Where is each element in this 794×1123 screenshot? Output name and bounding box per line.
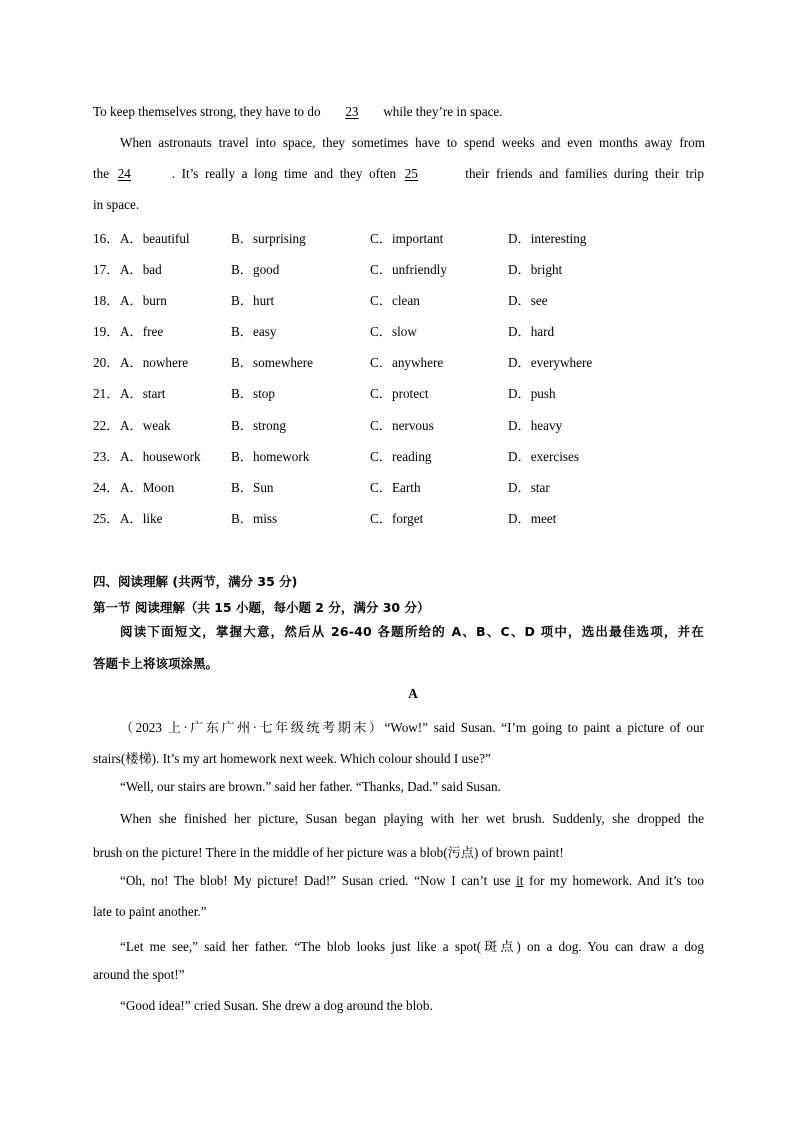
option-c: C．reading	[370, 449, 432, 464]
option-d: D．star	[508, 480, 550, 495]
option-c: C．clean	[370, 293, 420, 308]
blank-23: 23	[345, 104, 359, 119]
question-row	[93, 290, 713, 308]
passage-letter: A	[408, 686, 418, 701]
option-c: C．unfriendly	[370, 262, 447, 277]
option-c: C．nervous	[370, 418, 434, 433]
option-c: C．Earth	[370, 480, 421, 495]
option-b: B．strong	[231, 418, 286, 433]
question-number: 16．	[93, 231, 120, 246]
story-line: “Let me see,” said her father. “The blob looks just like a spot(斑点) on a dog. You can draw a dog	[120, 939, 704, 954]
question-number: 21．	[93, 386, 120, 401]
question-number: 19．	[93, 324, 120, 339]
question-row	[93, 228, 713, 246]
question-number: 24．	[93, 480, 120, 495]
story-line: around the spot!”	[93, 967, 185, 982]
option-d: D．exercises	[508, 449, 580, 464]
question-number: 25．	[93, 511, 120, 526]
option-a: A．housework	[120, 449, 201, 464]
question-number: 23．	[93, 449, 120, 464]
option-d: D．hard	[508, 324, 555, 339]
story-line: late to paint another.”	[93, 904, 207, 919]
option-c: C．slow	[370, 324, 417, 339]
option-a: A．start	[120, 386, 166, 401]
section-subheading: 第一节 阅读理解（共 15 小题，每小题 2 分，满分 30 分）	[93, 600, 430, 615]
option-b: B．miss	[231, 511, 278, 526]
question-row	[93, 259, 713, 277]
question-number: 18．	[93, 293, 120, 308]
option-a: A．bad	[120, 262, 162, 277]
text: To keep themselves strong, they have to do	[93, 104, 324, 119]
story-line: stairs(楼梯). It’s my art homework next week. Which colour should I use?”	[93, 751, 491, 766]
option-c: C．important	[370, 231, 444, 246]
passage-line	[93, 166, 704, 182]
option-a: A．weak	[120, 418, 171, 433]
blank-24: 24	[117, 166, 131, 181]
option-a: A．Moon	[120, 480, 175, 495]
option-d: D．push	[508, 386, 556, 401]
underlined-word: it	[516, 873, 524, 888]
question-row	[93, 477, 713, 495]
option-a: A．beautiful	[120, 231, 190, 246]
question-row	[93, 383, 713, 401]
question-row	[93, 321, 713, 339]
passage-line	[93, 104, 503, 120]
passage-line: When astronauts travel into space, they sometimes have to spend weeks and even months away from	[120, 135, 705, 150]
question-row	[93, 352, 713, 370]
question-row	[93, 415, 713, 433]
instruction-line: 阅读下面短文，掌握大意，然后从 26-40 各题所给的 A、B、C、D 项中，选出最佳选项，并在	[120, 624, 704, 639]
option-b: B．stop	[231, 386, 275, 401]
question-number: 20．	[93, 355, 120, 370]
option-d: D．heavy	[508, 418, 563, 433]
option-d: D．see	[508, 293, 548, 308]
option-b: B．homework	[231, 449, 310, 464]
instruction-line: 答题卡上将该项涂黑。	[93, 656, 219, 671]
story-line: brush on the picture! There in the middle of her picture was a blob(污点) of brown paint!	[93, 845, 564, 860]
option-a: A．free	[120, 324, 164, 339]
story-line: “Well, our stairs are brown.” said her father. “Thanks, Dad.” said Susan.	[120, 779, 501, 794]
option-b: B．Sun	[231, 480, 274, 495]
section-heading: 四、阅读理解 (共两节，满分 35 分)	[93, 574, 298, 589]
option-d: D．bright	[508, 262, 563, 277]
option-b: B．good	[231, 262, 280, 277]
option-b: B．easy	[231, 324, 277, 339]
text: “Oh, no! The blob! My picture! Dad!” Susan cried. “Now I can’t use	[120, 873, 517, 888]
text: while they’re in space.	[383, 104, 503, 119]
blank-25: 25	[404, 166, 418, 181]
story-line: “Good idea!” cried Susan. She drew a dog around the blob.	[120, 998, 433, 1013]
option-a: A．burn	[120, 293, 167, 308]
question-number: 17．	[93, 262, 120, 277]
option-a: A．like	[120, 511, 163, 526]
option-d: D．interesting	[508, 231, 587, 246]
text: . It’s really a long time and they often	[171, 166, 403, 181]
option-d: D．everywhere	[508, 355, 593, 370]
option-b: B．surprising	[231, 231, 306, 246]
story-line: （2023 上·广东广州·七年级统考期末）“Wow!” said Susan. “I’m going to paint a picture of our	[120, 720, 704, 735]
text: their friends and families during their trip	[458, 166, 704, 181]
question-row	[93, 508, 713, 526]
option-b: B．hurt	[231, 293, 275, 308]
passage-line: in space.	[93, 197, 140, 212]
story-line: When she finished her picture, Susan began playing with her wet brush. Suddenly, she dropped the	[120, 811, 704, 826]
option-d: D．meet	[508, 511, 557, 526]
option-c: C．anywhere	[370, 355, 444, 370]
option-a: A．nowhere	[120, 355, 189, 370]
question-number: 22．	[93, 418, 120, 433]
story-line	[120, 873, 704, 889]
question-row	[93, 446, 713, 464]
option-c: C．forget	[370, 511, 424, 526]
text: for my homework. And it’s too	[523, 873, 704, 888]
option-b: B．somewhere	[231, 355, 314, 370]
text: the	[93, 166, 116, 181]
option-c: C．protect	[370, 386, 429, 401]
